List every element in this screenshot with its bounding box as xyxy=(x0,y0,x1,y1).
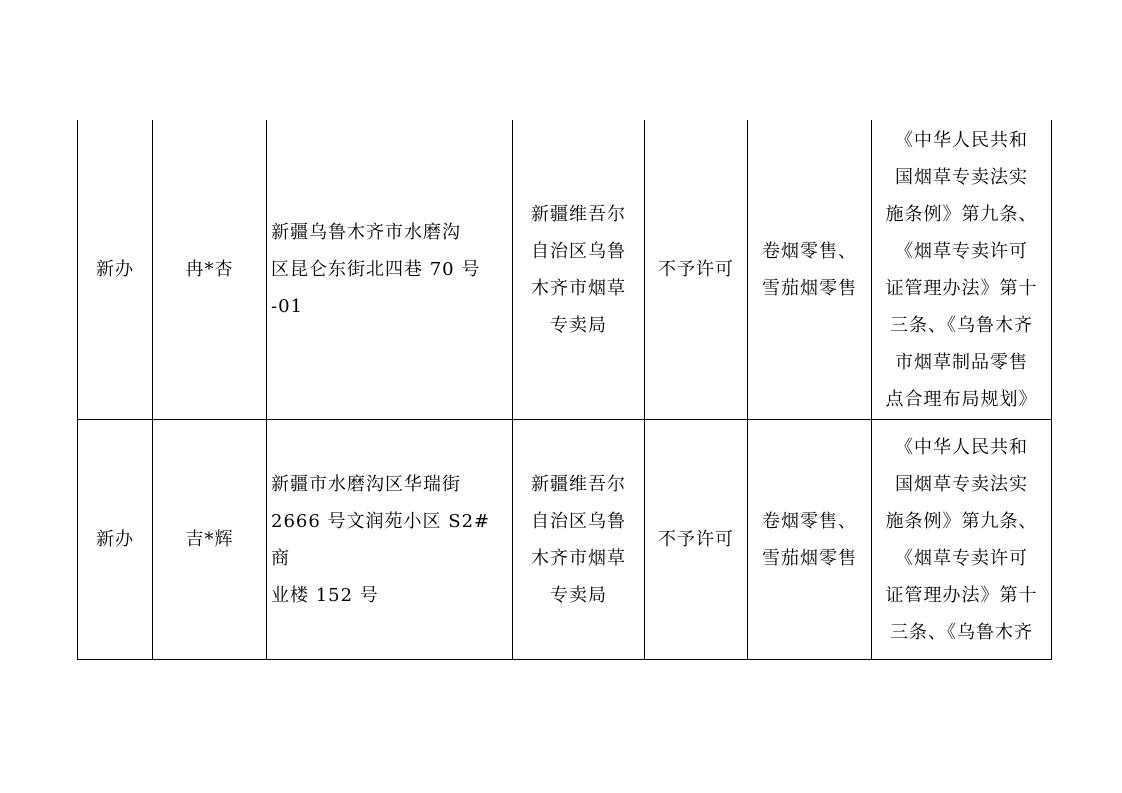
decision-result: 不予许可 xyxy=(658,529,734,550)
table-row xyxy=(78,420,1052,660)
business-scope-cell xyxy=(748,120,872,420)
licensing-authority: 新疆维吾尔 自治区乌鲁 木齐市烟草 专卖局 xyxy=(531,203,626,336)
business-scope: 卷烟零售、 雪茄烟零售 xyxy=(762,510,857,569)
licensing-authority: 新疆维吾尔 自治区乌鲁 木齐市烟草 专卖局 xyxy=(531,473,626,606)
legal-basis: 《中华人民共和 国烟草专卖法实 施条例》第九条、 《烟草专卖许可 证管理办法》第十 三条、《乌鲁木齐 市烟草制品零售 点合理布局规划》 xyxy=(885,129,1038,410)
legal-basis-cell xyxy=(872,120,1052,420)
applicant-name: 冉*杏 xyxy=(185,259,234,280)
business-address: 新疆市水磨沟区华瑞街 2666 号文润苑小区 S2#商 业楼 152 号 xyxy=(271,473,491,606)
business-address-cell xyxy=(267,120,513,420)
applicant-name: 吉*辉 xyxy=(185,529,234,550)
application-type: 新办 xyxy=(96,259,134,280)
decision-cell xyxy=(645,120,748,420)
legal-basis: 《中华人民共和 国烟草专卖法实 施条例》第九条、 《烟草专卖许可 证管理办法》第十 三条、《乌鲁木齐 xyxy=(885,436,1038,643)
decision-result: 不予许可 xyxy=(658,259,734,280)
authority-cell xyxy=(513,420,645,660)
applicant-name-cell xyxy=(153,420,267,660)
business-address-cell xyxy=(267,420,513,660)
application-type-cell xyxy=(78,120,153,420)
decision-cell xyxy=(645,420,748,660)
application-type: 新办 xyxy=(96,529,134,550)
business-address: 新疆乌鲁木齐市水磨沟 区昆仑东街北四巷 70 号 -01 xyxy=(271,222,481,317)
application-type-cell xyxy=(78,420,153,660)
business-scope: 卷烟零售、 雪茄烟零售 xyxy=(762,240,857,299)
license-decision-table xyxy=(77,120,1052,660)
authority-cell xyxy=(513,120,645,420)
table-row xyxy=(78,120,1052,420)
business-scope-cell xyxy=(748,420,872,660)
applicant-name-cell xyxy=(153,120,267,420)
legal-basis-cell xyxy=(872,420,1052,660)
